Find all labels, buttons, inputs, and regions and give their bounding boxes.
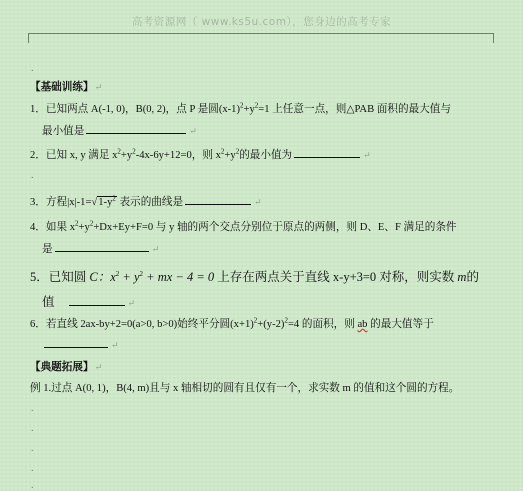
p4-text: +Dx+Ey+F=0 与 y 轴的两个交点分别位于原点的两侧，则 D、E、F 满足的条件 (93, 222, 457, 233)
superscript: 2 (75, 219, 79, 228)
p2-text: +y (120, 150, 133, 161)
superscript: 2 (132, 147, 136, 156)
p5-math: + y (119, 270, 140, 284)
p1-text: =1 上任意一点，则△PAB 面积的最大值与 (258, 104, 451, 115)
p4-text: 4．如果 x (30, 222, 76, 233)
p5-text: 值 (42, 295, 55, 309)
p2-text: -4x-6y+12=0，则 x (135, 150, 221, 161)
para-mark: . (31, 170, 34, 181)
problem-6 (30, 318, 434, 332)
p5-text: 上存在两点关于直线 x-y+3=0 对称，则实数 (217, 270, 455, 284)
problem-2 (30, 148, 371, 163)
p6-ab: ab (357, 319, 368, 330)
problem-1-line-1 (30, 103, 451, 117)
answer-blank[interactable] (294, 156, 360, 158)
page-header: 高考资源网（ www.ks5u.com），您身边的高考专家 (131, 16, 392, 28)
p1-text: +y (243, 104, 255, 115)
corner-mark-right (483, 33, 494, 43)
superscript: 2 (254, 101, 259, 110)
para-mark: ↵ (254, 197, 262, 207)
p4-text: 是 (42, 244, 53, 255)
answer-blank[interactable] (86, 132, 186, 134)
example-1 (30, 382, 459, 396)
para-mark: ↵ (189, 126, 197, 136)
para-mark: ↵ (127, 298, 136, 308)
p1-text: 最小值是 (42, 126, 85, 137)
superscript: 2 (89, 219, 94, 228)
p5-math-m: m (457, 270, 467, 284)
para-mark: . (31, 443, 34, 454)
superscript: 2 (220, 147, 225, 156)
superscript: 2 (139, 269, 144, 278)
header-rule (28, 33, 494, 34)
p5-text: 5．已知圆 (30, 270, 87, 284)
answer-blank[interactable] (185, 203, 251, 205)
para-mark: . (31, 403, 34, 414)
p2-text: 的最小值为 (239, 150, 293, 161)
section-extend-title: 【典题拓展】 (30, 362, 94, 373)
superscript: 2 (235, 147, 240, 156)
superscript: 2 (240, 101, 244, 110)
p2-text: 2．已知 x, y 满足 x (30, 150, 118, 161)
ex1-text: 例 1.过点 A(0, 1)，B(4, m)且与 x 轴相切的圆有且仅有一个，求实数 m 的值和这个圆的方程。 (30, 383, 460, 394)
problem-6-line-2 (42, 338, 119, 353)
superscript: 2 (112, 194, 116, 203)
corner-mark-left (28, 33, 39, 43)
para-mark: ↵ (363, 150, 371, 160)
para-mark: ↵ (151, 244, 160, 254)
superscript: 2 (284, 316, 288, 325)
superscript: 2 (115, 269, 120, 278)
answer-blank[interactable] (55, 250, 149, 252)
p6-text: 的最大值等于 (370, 319, 434, 330)
p6-text: 6．若直线 2ax-by+2=0(a>0, b>0)始终平分圆(x+1) (30, 319, 254, 330)
para-mark: ↵ (94, 82, 103, 92)
answer-blank[interactable] (69, 304, 125, 306)
para-mark: . (31, 423, 34, 434)
p2-text: +y (224, 150, 236, 161)
answer-blank[interactable] (44, 346, 108, 348)
problem-3: 3．方程$|x|-1=√1-y^2$ 表示的曲线是 ↵ (30, 194, 262, 208)
section-basic (30, 80, 102, 95)
p5-text: 的 (466, 270, 479, 284)
p3-text: 1-y (98, 197, 113, 208)
p3-text: 3．方程|x|-1= (30, 197, 92, 208)
problem-5-line-2 (42, 295, 135, 310)
para-mark: ↵ (111, 340, 119, 350)
para-mark: ↵ (94, 362, 103, 372)
p6-text: +(y-2) (257, 319, 285, 330)
p4-text: +y (78, 222, 90, 233)
p6-text: =4 的面积，则 (287, 319, 355, 330)
problem-5-line-1 (30, 270, 479, 284)
p1-text: 1．已知两点 A(-1, 0)，B(0, 2)，点 P 是圆(x-1) (30, 104, 240, 115)
section-extend (30, 360, 102, 375)
problem-4-line-2 (42, 242, 159, 257)
problem-1-line-2 (42, 124, 197, 139)
p3-text: 表示的曲线是 (119, 197, 184, 208)
para-mark: . (31, 463, 34, 474)
para-mark: . (31, 480, 34, 491)
p5-math: C：x (89, 270, 116, 284)
para-mark: . (31, 63, 34, 74)
problem-4-line-1 (30, 221, 457, 235)
superscript: 2 (253, 316, 258, 325)
p5-math: + mx − 4 = 0 (143, 270, 215, 284)
superscript: 2 (117, 147, 121, 156)
section-basic-title: 【基础训练】 (30, 82, 94, 93)
